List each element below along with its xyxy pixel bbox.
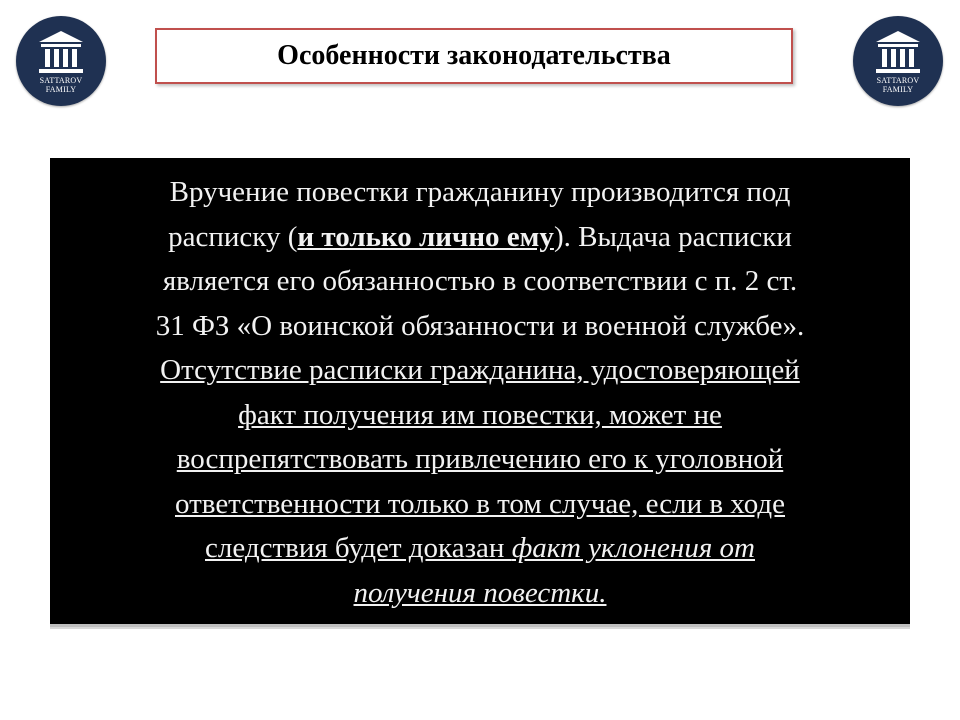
- paragraph2-line3: воспрепятствовать привлечению его к уголовной: [176, 443, 784, 475]
- columns-building-icon: [37, 29, 85, 75]
- paragraph2-line6: получения повестки.: [353, 576, 607, 609]
- paragraph1-line2: [50, 215, 910, 260]
- paragraph1-line4: 31 ФЗ «О воинской обязанности и военной службе».: [155, 309, 805, 342]
- logo-caption-line2: FAMILY: [45, 85, 77, 94]
- content-panel: [50, 158, 910, 627]
- logo-caption-line1: SATTAROV: [39, 76, 83, 85]
- paragraph2-line4: ответственности только в том случае, если в ходе: [175, 487, 785, 520]
- paragraph1-line2-before: расписку (: [168, 220, 298, 253]
- slide-title: Особенности законодательства: [277, 40, 671, 71]
- logo-caption: [16, 76, 106, 94]
- sattarov-family-logo-right: [853, 16, 943, 106]
- logo-caption: [853, 76, 943, 94]
- paragraph2-line1: Отсутствие расписки гражданина, удостоверяющей: [160, 354, 800, 386]
- paragraph2-line2: факт получения им повестки, может не: [238, 398, 722, 431]
- columns-building-icon: [874, 29, 922, 75]
- emphasis-personally: и только лично ему: [297, 220, 554, 253]
- logo-caption-line2: FAMILY: [882, 85, 914, 94]
- paragraph1-line3: является его обязанностью в соответствии с п. 2 ст.: [162, 265, 798, 297]
- sattarov-family-logo-left: [16, 16, 106, 106]
- paragraph1-line1: Вручение повестки гражданину производится под: [169, 176, 791, 208]
- paragraph1-line2-after: ). Выдача расписки: [553, 220, 792, 253]
- paragraph2-line5-before: следствия будет доказан: [205, 532, 512, 564]
- emphasis-evasion-fact: факт уклонения от: [511, 532, 755, 564]
- paragraph-service-of-summons: [50, 170, 910, 348]
- slide-title-box: [155, 28, 793, 84]
- logo-caption-line1: SATTAROV: [876, 76, 920, 85]
- paragraph-absence-of-receipt: [50, 348, 910, 615]
- paragraph2-line5: [50, 526, 910, 571]
